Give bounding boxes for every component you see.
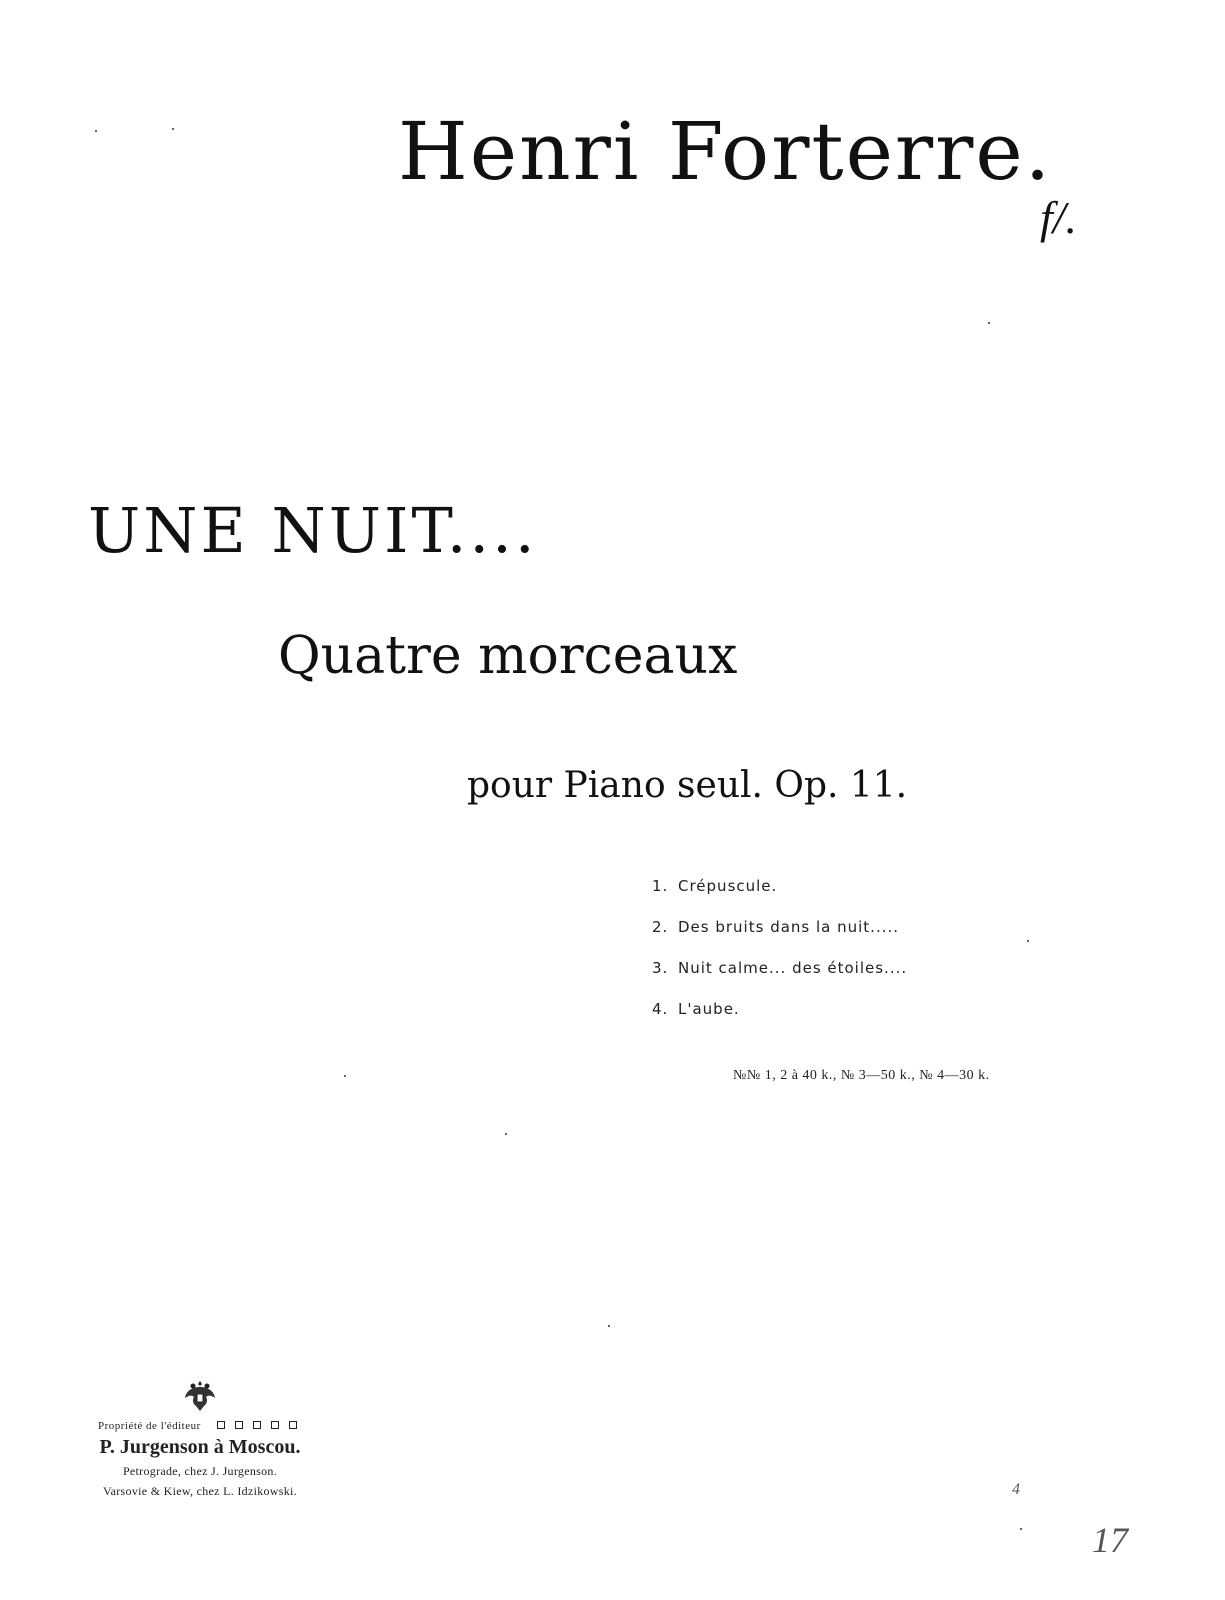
- price-list: №№ 1, 2 à 40 k., № 3—50 k., № 4—30 k.: [733, 1068, 990, 1083]
- scan-speck: [344, 1075, 346, 1077]
- contents-item-title: L'aube.: [678, 1000, 740, 1018]
- contents-item-title: Nuit calme... des étoiles....: [678, 959, 908, 977]
- scan-speck: [988, 322, 990, 324]
- contents-item-title: Crépuscule.: [678, 877, 778, 895]
- publisher-branch-petrograd: Petrograde, chez J. Jurgenson.: [122, 1464, 278, 1479]
- contents-item: [652, 1000, 907, 1041]
- scan-speck: [172, 128, 174, 130]
- publisher-branch-warsaw-kiev: Varsovie & Kiew, chez L. Idzikowski.: [103, 1484, 297, 1499]
- contents-item: [652, 918, 907, 959]
- contents-item: [652, 959, 907, 1000]
- instrumentation-line: pour Piano seul. Op. 11.: [467, 765, 908, 806]
- ornament-squares: [212, 1420, 302, 1432]
- margin-mark-pencil: 17: [1092, 1520, 1128, 1560]
- scan-speck: [505, 1133, 507, 1135]
- publisher-name: P. Jurgenson à Moscou.: [99, 1436, 301, 1459]
- margin-mark-small: 4: [1012, 1481, 1020, 1498]
- contents-item: [652, 877, 907, 918]
- work-subtitle: Quatre morceaux: [278, 626, 738, 686]
- scan-speck: [1020, 1528, 1022, 1530]
- scan-speck: [95, 130, 97, 132]
- work-title: UNE NUIT....: [88, 494, 538, 567]
- scan-speck: [1027, 940, 1029, 942]
- composer-name: Henri Forterre.: [398, 105, 1053, 198]
- double-headed-eagle-icon: [183, 1378, 217, 1414]
- contents-item-number: 2.: [652, 918, 669, 936]
- handwritten-annotation: f/.: [1040, 192, 1078, 243]
- scan-speck: [608, 1325, 610, 1327]
- property-text: Propriété de l'éditeur: [97, 1420, 201, 1432]
- publisher-block: [70, 1378, 330, 1499]
- contents-list: [652, 877, 907, 1041]
- contents-item-number: 4.: [652, 1000, 669, 1018]
- property-line: [70, 1420, 330, 1432]
- contents-item-number: 1.: [652, 877, 669, 895]
- contents-item-number: 3.: [652, 959, 669, 977]
- contents-item-title: Des bruits dans la nuit.....: [678, 918, 900, 936]
